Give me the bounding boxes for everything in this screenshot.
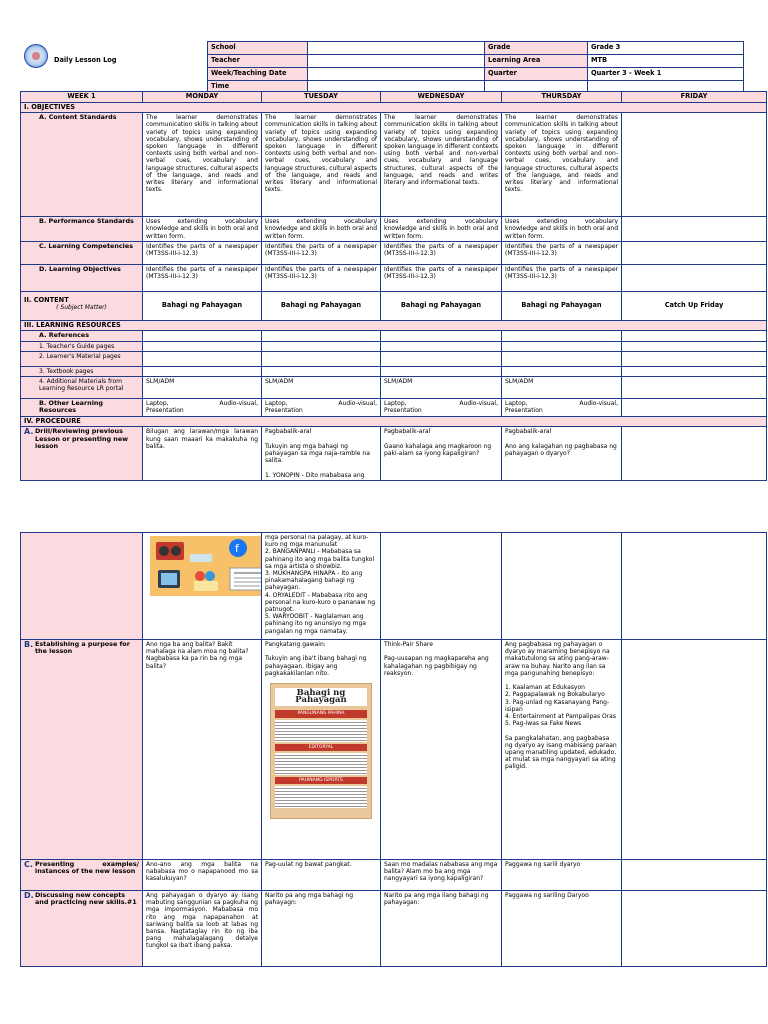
materials-tue: SLM/ADM [262,376,381,398]
objectives-mon: Identifies the parts of a newspaper (MT3SS-III-i-12.3) [143,264,262,291]
materials-wed: SLM/ADM [381,376,502,398]
objectives-tue: Identifies the parts of a newspaper (MT3SS-III-i-12.3) [262,264,381,291]
proc-d-wed: Narito pa ang mga ilang bahagi ng pahayagan: [381,891,502,967]
header-table [207,41,744,94]
lesson-table-1 [20,91,767,481]
content-standards-thu: The learner demonstrates communication skills in talking about variety of topics using expanding vocabulary, shows understanding of spoken language in different contexts using both verbal and non-verbal cues, vocabulary and language structures, cultural aspects of the language, and reads and writes literary and informational texts. [502,113,622,217]
lm-pages-label: 2. Learner's Material pages [21,351,143,366]
content-thu: Bahagi ng Pahayagan [502,291,622,320]
deped-seal-icon [24,44,48,68]
proc-a-cont-label [21,533,143,640]
proc-c-letter: C. [24,860,33,869]
tuesday-header: TUESDAY [262,92,381,103]
week-value [308,68,485,81]
content-standards-wed: The learner demonstrates communication skills in talking about variety of topics using expanding vocabulary, shows understanding of spoken language in different contexts using both verbal and non-verbal cues, vocabulary and language structures, cultural aspects of the language, and reads and writes literary and informational texts. [381,113,502,217]
proc-d-thu: Paggawa ng sariling Daryoo [502,891,622,967]
proc-a-letter: A. [24,427,34,437]
competencies-label: C. Learning Competencies [21,241,143,264]
proc-a-label-cell [21,427,143,480]
newspaper-icon [230,568,262,590]
teacher-label: Teacher [208,55,308,68]
proc-a-mon-image [143,533,262,640]
quarter-value: Quarter 3 - Week 1 [588,68,744,81]
content-fri: Catch Up Friday [622,291,767,320]
content-standards-fri [622,113,767,217]
content-tue: Bahagi ng Pahayagan [262,291,381,320]
references-label: A. References [21,331,143,341]
objectives-section: I. OBJECTIVES [21,102,767,113]
news-sources-image [150,536,262,596]
performance-fri [622,217,767,242]
proc-b-label: Establishing a purpose for the lesson [35,640,130,656]
proc-c-mon: Ano-ano ang mga balita na nababasa mo o napapanood mo sa kasalukuyan? [143,860,262,891]
week-label: Week/Teaching Date [208,68,308,81]
week-header: WEEK 1 [21,92,143,103]
proc-b-thu: Ang pagbabasa ng pahayagan o dyaryo ay maraming benepisyo na makatutulong sa ating pang-araw-araw na buhay. Narito ang ilan sa mga pangunahing benepisyo: 1. Kaalaman at Edukasyon 2. Pagpapalawak ng Bokabularyo 3. Pag-unlad ng Kasanayang Pang-isipan 4. Entertainment at Pampalipas Oras 5. Pag-iwas sa Fake News Sa pangkalahatan, ang pagbabasa ng dyaryo ay isang mabisang paraan upang manatiling updated, edukado, at mulat sa mga nangyayari sa ating paligid. [502,640,622,860]
thursday-header: THURSDAY [502,92,622,103]
performance-mon: Uses extending vocabulary knowledge and skills in both oral and written form. [143,217,262,242]
area-label: Learning Area [485,55,588,68]
proc-a-tue-cont: mga personal na palagay, at kuro-kuro ng mga manunulat 2. BANGANPANLI - Mababasa sa pahinang ito ang mga balita tungkol sa mga artista o showbiz. 3. MUKHANGPA HINAPA - Ito ang pinakamahalagang bahagi ng pahayagan. 4. ORYALEDIT - Mababasa rito ang personal na kuro-kuro o pananaw ng patnugot. 5. WARYOOBIT - Naglalaman ang pahinang ito ng anunsiyo ng mga pangalan ng mga namatay. [262,533,381,640]
other-resources-thu: Laptop, Audio-visual, Presentation [502,398,622,416]
tg-pages-label: 1. Teacher's Guide pages [21,341,143,351]
materials-mon: SLM/ADM [143,376,262,398]
performance-thu: Uses extending vocabulary knowledge and skills in both oral and written form. [502,217,622,242]
objectives-thu: Identifies the parts of a newspaper (MT3SS-III-i-12.3) [502,264,622,291]
competencies-fri [622,241,767,264]
content-standards-mon: The learner demonstrates communication skills in talking about variety of topics using expanding vocabulary, shows understanding of spoken language in different contexts using both verbal and non-verbal cues, vocabulary and language structures, cultural aspects of the language, and reads and writes literary and informational texts. [143,113,262,217]
proc-b-mon: Ano nga ba ang balita? Bakit mahalaga na alam moa ng balita? Nagbabasa ka pa rin ba ng mga balita? [143,640,262,860]
proc-c-thu: Paggawa ng sariil dyaryo [502,860,622,891]
proc-b-tue: Pangkatang gawain: Tukuyin ang iba't ibang bahagi ng pahayagaan. Ibigay ang pagkakakilanlan nito. Bahagi ng Pahayagan PANGUNANG PAHINA EDITORYAL PAHINANG ISPORTS [262,640,381,860]
resources-section: III. LEARNING RESOURCES [21,320,767,331]
proc-c-label-cell [21,860,143,891]
area-value: MTB [588,55,744,68]
performance-wed: Uses extending vocabulary knowledge and skills in both oral and written form. [381,217,502,242]
performance-tue: Uses extending vocabulary knowledge and skills in both oral and written form. [262,217,381,242]
teacher-value [308,55,485,68]
proc-d-letter: D. [24,891,34,900]
content-label-cell [21,291,143,320]
content-sub: ( Subject Matter) [56,304,107,312]
time-label: Time [208,81,308,94]
newspaper-parts-image: Bahagi ng Pahayagan PANGUNANG PAHINA EDITORYAL PAHINANG ISPORTS [270,683,372,819]
proc-d-mon: Ang pahayagan o dyaryo ay isang mabuting sanggunian sa pagkuha ng mga impormasyon. Mababasa mo rito ang mga napapanahon at sariwang balita sa loob at labas ng bansa. Nagtataglay rin ito ng iba pang mahalagalagang detalye tungkol sa iba't ibang paksa. [143,891,262,967]
grade-label: Grade [485,42,588,55]
proc-b-label-cell [21,640,143,860]
competencies-mon: Identifies the parts of a newspaper (MT3SS-III-i-12.3) [143,241,262,264]
school-label: School [208,42,308,55]
competencies-thu: Identifies the parts of a newspaper (MT3SS-III-i-12.3) [502,241,622,264]
other-resources-label: B. Other Learning Resources [21,398,143,416]
proc-a-label: Drill/Reviewing previous Lesson or presenting new lesson [35,427,129,451]
performance-standards-label: B. Performance Standards [21,217,143,242]
doc-title: Daily Lesson Log [54,56,117,64]
additional-materials-label: 4. Additional Materials from Learning Resource LR portal [21,376,143,398]
proc-c-tue: Pag-uulat ng bawat pangkat. [262,860,381,891]
proc-d-label: Discussing new concepts and practicing new skills.#1 [35,891,137,907]
proc-a-thu: Pagbabalik-aral Ano ang kalagahan ng pagbabasa ng pahayagan o dyaryo? [502,427,622,480]
competencies-wed: Identifies the parts of a newspaper (MT3SS-III-i-12.3) [381,241,502,264]
content-mon: Bahagi ng Pahayagan [143,291,262,320]
procedure-section: IV. PROCEDURE [21,416,767,427]
other-resources-wed: Laptop, Audio-visual, Presentation [381,398,502,416]
grade-value: Grade 3 [588,42,744,55]
other-resources-mon: Laptop, Audio-visual, Presentation [143,398,262,416]
proc-b-wed: Think-Pair Share Pag-uusapan ng magkapareha ang kahalagahan ng pagbibigay ng reaksyon. [381,640,502,860]
proc-b-letter: B. [24,640,34,649]
objectives-wed: Identifies the parts of a newspaper (MT3SS-III-i-12.3) [381,264,502,291]
svg-text:f: f [235,542,239,555]
content-section: II. CONTENT [24,295,69,304]
lesson-table-2 [20,532,767,967]
proc-d-tue: Narito pa ang mga bahagi ng pahayagn: [262,891,381,967]
proc-a-tue: Pagbabalik-aral Tukuyin ang mga bahagi ng pahayagan sa mga naja-ramble na salita. 1. YONOPIN - Dito mababasa ang [262,427,381,480]
wednesday-header: WEDNESDAY [381,92,502,103]
proc-c-label: Presenting examples/ instances of the new lesson [35,860,139,876]
textbook-pages-label: 3. Textbook pages [21,366,143,376]
other-resources-tue: Laptop, Audio-visual, Presentation [262,398,381,416]
content-standards-label: A. Content Standards [21,113,143,217]
competencies-tue: Identifies the parts of a newspaper (MT3SS-III-i-12.3) [262,241,381,264]
school-value [308,42,485,55]
quarter-label: Quarter [485,68,588,81]
objectives-fri [622,264,767,291]
content-standards-tue: The learner demonstrates communication skills in talking about variety of topics using expanding vocabulary, shows understanding of spoken language in different contexts using both verbal and non-verbal cues, vocabulary and language structures, cultural aspects of the language, and reads and writes literary and informational texts. [262,113,381,217]
objectives-label: D. Learning Objectives [21,264,143,291]
proc-a-wed: Pagbabalik-aral Gaano kahalaga ang magkaroon ng paki-alam sa iyong kapaligiran? [381,427,502,480]
content-wed: Bahagi ng Pahayagan [381,291,502,320]
proc-a-mon: Bilugan ang larawan/mga larawan kung saan maaari ka makakuha ng balita. [143,427,262,480]
friday-header: FRIDAY [622,92,767,103]
monday-header: MONDAY [143,92,262,103]
proc-c-wed: Saan mo madalas nababasa ang mga balita? Alam mo ba ang mga nangyayari sa iyong kapaligiran? [381,860,502,891]
materials-thu: SLM/ADM [502,376,622,398]
proc-d-label-cell [21,891,143,967]
